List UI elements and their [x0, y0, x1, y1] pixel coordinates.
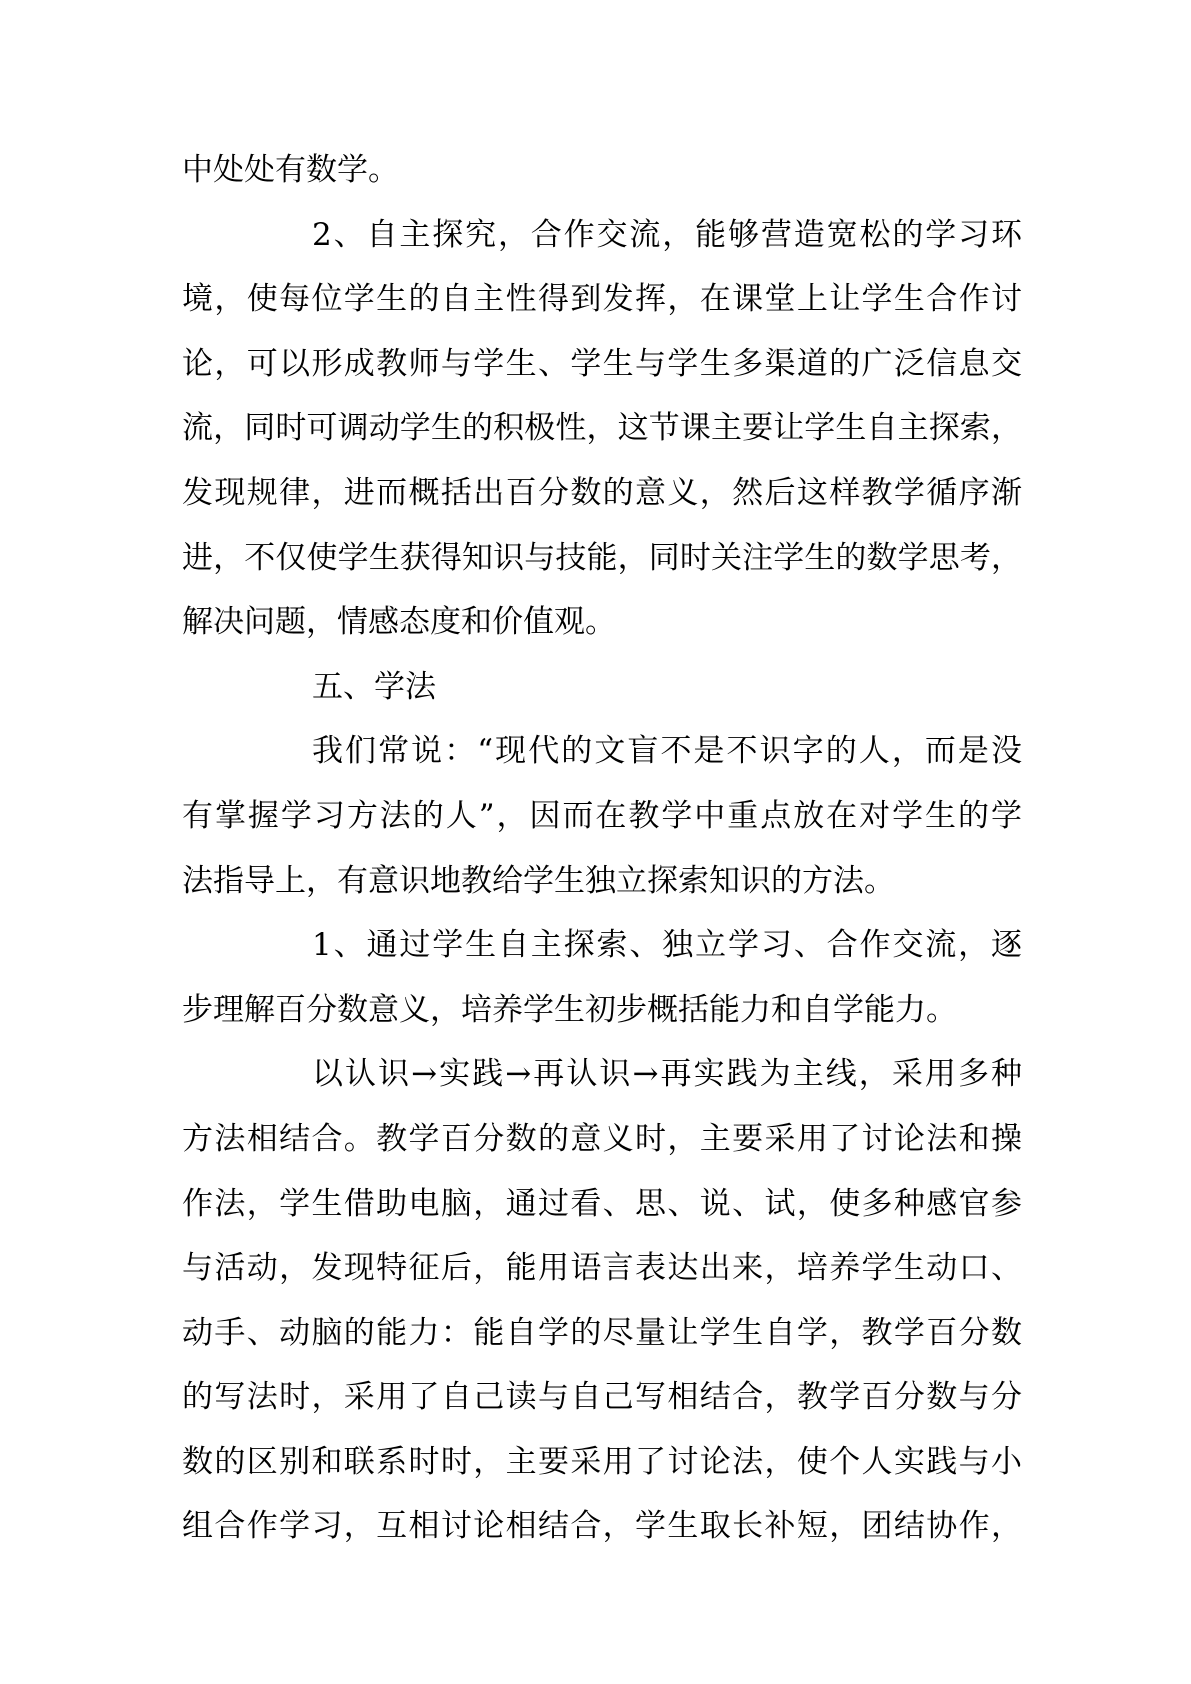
text-line: 与活动，发现特征后，能用语言表达出来，培养学生动口、: [182, 1250, 1022, 1287]
text-line: 数的区别和联系时时，主要采用了讨论法，使个人实践与小: [182, 1443, 1022, 1480]
text-line: 流，同时可调动学生的积极性，这节课主要让学生自主探索，: [182, 410, 1022, 447]
text-line: 解决问题，情感态度和价值观。: [182, 604, 616, 641]
paragraph-line: 2、自主探究，合作交流，能够营造宽松的学习环: [312, 216, 1022, 253]
paragraph-line: 我们常说：“现代的文盲不是不识字的人，而是没: [312, 733, 1022, 770]
text-line: 发现规律，进而概括出百分数的意义，然后这样教学循序渐: [182, 474, 1022, 511]
text-line: 组合作学习，互相讨论相结合，学生取长补短，团结协作，: [182, 1508, 1022, 1545]
text-line: 有掌握学习方法的人”，因而在教学中重点放在对学生的学: [182, 797, 1022, 834]
body-text: [182, 138, 1022, 1559]
text-line: 的写法时，采用了自己读与自己写相结合，教学百分数与分: [182, 1379, 1022, 1416]
text-line: 论，可以形成教师与学生、学生与学生多渠道的广泛信息交: [182, 345, 1022, 382]
paragraph-line: 以认识→实践→再认识→再实践为主线，采用多种: [312, 1056, 1022, 1093]
text-line: 中处处有数学。: [182, 152, 399, 188]
text-line: 法指导上，有意识地教给学生独立探索知识的方法。: [182, 862, 895, 899]
text-line: 境，使每位学生的自主性得到发挥，在课堂上让学生合作讨: [182, 281, 1022, 318]
section-heading: 五、学法: [312, 668, 436, 705]
paragraph-line: 1、通过学生自主探索、独立学习、合作交流，逐: [312, 927, 1022, 964]
text-line: 进，不仅使学生获得知识与技能，同时关注学生的数学思考，: [182, 539, 1022, 576]
text-line: 作法，学生借助电脑，通过看、思、说、试，使多种感官参: [182, 1185, 1022, 1222]
text-line: 方法相结合。教学百分数的意义时，主要采用了讨论法和操: [182, 1120, 1022, 1157]
text-line: 步理解百分数意义，培养学生初步概括能力和自学能力。: [182, 991, 957, 1028]
text-line: 动手、动脑的能力：能自学的尽量让学生自学，教学百分数: [182, 1314, 1022, 1351]
